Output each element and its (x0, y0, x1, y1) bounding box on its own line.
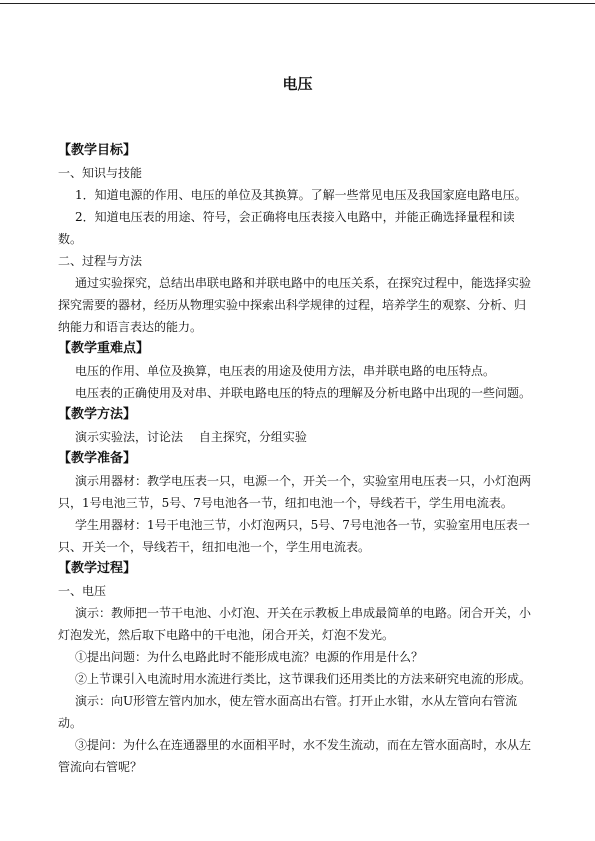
page-title: 电压 (282, 75, 313, 93)
process-paragraph-2: ①提出问题：为什么电路此时不能形成电流？电源的作用是什么？ (75, 650, 424, 664)
heading-objectives: 【教学目标】 (58, 143, 137, 158)
document-body (58, 140, 536, 778)
preparation-paragraph-1: 演示用器材：教学电压表一只，电源一个，开关一个，实验室用电压表一只，小灯泡两只，1号电池三节，5号、7号电池各一节，纽扣电池一个，导线若干，学生用电流表。 (58, 474, 532, 510)
subheading-voltage: 一、电压 (58, 584, 107, 598)
objective-item-1: 1．知道电源的作用、电压的单位及其换算。了解一些常见电压及我国家庭电路电压。 (75, 188, 527, 202)
preparation-paragraph-2: 学生用器材：1号干电池三节，小灯泡两只，5号、7号电池各一节，实验室用电压表一只、开关一个，导线若干，纽扣电池一个，学生用电流表。 (58, 518, 530, 554)
process-paragraph-1: 演示：教师把一节干电池、小灯泡、开关在示教板上串成最简单的电路。闭合开关，小灯泡发光，然后取下电路中的干电池，闭合开关，灯泡不发光。 (58, 606, 532, 642)
process-paragraph-5: ③提问：为什么在连通器里的水面相平时，水不发生流动，而在左管水面高时，水从左管流向右管呢？ (58, 738, 532, 774)
objective-paragraph: 通过实验探究，总结出串联电路和并联电路中的电压关系，在探究过程中，能选择实验探究需要的器材，经历从物理实验中探索出科学规律的过程，培养学生的观察、分析、归纳能力和语言表达的能力。 (58, 276, 532, 334)
heading-keypoints: 【教学重难点】 (58, 341, 150, 356)
methods-paragraph: 演示实验法，讨论法 自主探究，分组实验 (75, 430, 307, 444)
keypoints-paragraph-1: 电压的作用、单位及换算，电压表的用途及使用方法，串并联电路的电压特点。 (75, 364, 496, 378)
subheading-knowledge: 一、知识与技能 (58, 166, 143, 180)
heading-preparation: 【教学准备】 (58, 451, 137, 466)
subheading-process-method: 二、过程与方法 (58, 254, 143, 268)
process-paragraph-3: ②上节课引入电流时用水流进行类比，这节课我们还用类比的方法来研究电流的形成。 (75, 672, 532, 686)
keypoints-paragraph-2: 电压表的正确使用及对串、并联电路电压的特点的理解及分析电路中出现的一些问题。 (75, 386, 532, 400)
heading-process: 【教学过程】 (58, 561, 137, 576)
top-rule (0, 3, 595, 4)
heading-methods: 【教学方法】 (58, 407, 137, 422)
objective-item-2: 2．知道电压表的用途、符号，会正确将电压表接入电路中，并能正确选择量程和读数。 (58, 210, 515, 246)
process-paragraph-4: 演示：向U形管左管内加水，使左管水面高出右管。打开止水钳，水从左管向右管流动。 (58, 694, 518, 730)
